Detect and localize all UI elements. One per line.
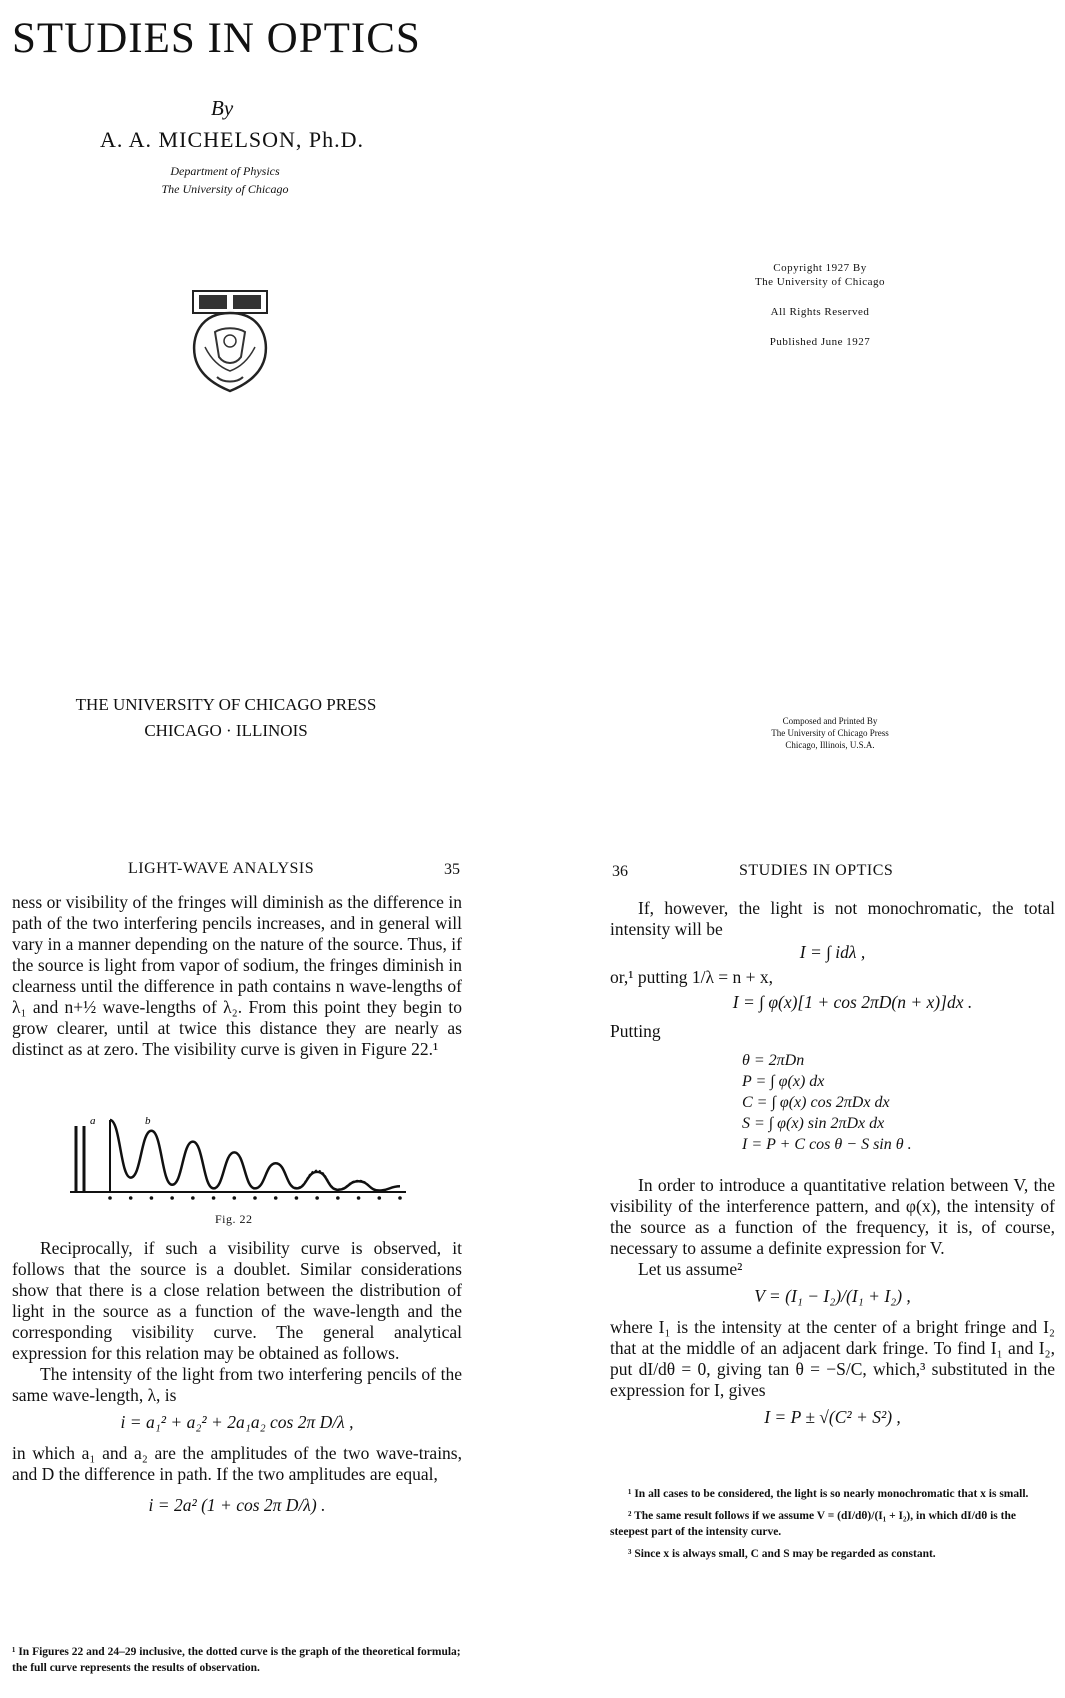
- rights-line: All Rights Reserved: [770, 306, 870, 318]
- x-tick: [357, 1196, 361, 1200]
- page35-body: [12, 1238, 462, 1528]
- page36-eq-4: I = P ± √(C² + S²) ,: [764, 1407, 901, 1427]
- page36-text-4: Let us assume²: [638, 1259, 743, 1279]
- page35-text-4: in which a₁ and a₂ are the amplitudes of the two wave-trains, and D the difference in path. If the two amplitudes are equal,: [12, 1443, 462, 1484]
- page36-text-2: or,¹ putting 1/λ = n + x,: [610, 967, 774, 987]
- page-number-35: 35: [444, 861, 460, 878]
- page35-eq-2: i = 2a² (1 + cos 2π D/λ) .: [148, 1495, 326, 1515]
- page36-eq-1: I = ∫ idλ ,: [799, 942, 866, 962]
- x-tick: [274, 1196, 278, 1200]
- page36-body-top: [610, 898, 1055, 1042]
- page-number-36: 36: [612, 863, 628, 880]
- page36-text-3: In order to introduce a quantitative relation between V, the visibility of the interference pattern, and φ(x), the intensity of the source as a function of the frequency, it is, of course, necessary to assume a definite expression for V.: [610, 1175, 1055, 1258]
- x-tick: [295, 1196, 299, 1200]
- page35-text-1: ness or visibility of the fringes will diminish as the difference in path of the two interfering pencils increases, and in general will vary in a manner depending on the nature of the source. Thus, if the source is light from vapor of sodium, the fringes diminish in clearness until the difference in path contains n wave-lengths of λ₁ and n+½ wave-lengths of λ₂. From this point they begin to grow clearer, until at twice this distance they are nearly as distinct as at zero. The visibility curve is given in Figure 22.¹: [12, 892, 462, 1059]
- eq-p: P = ∫ φ(x) dx: [742, 1073, 825, 1090]
- book-title: STUDIES IN OPTICS: [12, 15, 421, 62]
- annotation-a: a: [90, 1115, 96, 1127]
- x-tick: [253, 1196, 257, 1200]
- running-head-36: STUDIES IN OPTICS: [739, 862, 894, 879]
- page36-putting: Putting: [610, 1021, 661, 1041]
- eq-i: I = P + C cos θ − S sin θ .: [742, 1136, 912, 1153]
- page36-footnote-2: ² The same result follows if we assume V = (dI/dθ)/(I₁ + I₂), in which dI/dθ is the steepest part of the intensity curve.: [610, 1510, 1016, 1538]
- x-tick: [150, 1196, 154, 1200]
- author-name: A. A. MICHELSON, Ph.D.: [100, 127, 365, 152]
- page36-body-bottom: [610, 1175, 1055, 1434]
- page36-eq-3: V = (I₁ − I₂)/(I₁ + I₂) ,: [754, 1286, 911, 1306]
- eq-theta: θ = 2πDn: [742, 1052, 805, 1069]
- department: Department of Physics: [170, 164, 280, 178]
- copyright-line-1: Copyright 1927 By: [773, 262, 867, 274]
- x-tick: [315, 1196, 319, 1200]
- university-crest-icon: [185, 287, 275, 397]
- x-tick: [212, 1196, 216, 1200]
- page36-eq-2: I = ∫ φ(x)[1 + cos 2πD(n + x)]dx .: [732, 992, 973, 1012]
- printed-by-block: [740, 715, 920, 751]
- publisher-block: [56, 692, 396, 744]
- eq-s: S = ∫ φ(x) sin 2πDx dx: [742, 1115, 885, 1132]
- publisher-city: CHICAGO · ILLINOIS: [144, 721, 308, 740]
- page35-text-3: The intensity of the light from two interfering pencils of the same wave-length, λ, is: [12, 1364, 462, 1405]
- copyright-line-2: The University of Chicago: [754, 276, 886, 288]
- page35-eq-1: i = a₁² + a₂² + 2a₁a₂ cos 2π D/λ ,: [120, 1412, 354, 1432]
- copyright-block: [700, 262, 940, 366]
- page36-footnote-1: ¹ In all cases to be considered, the light is so nearly monochromatic that x is small.: [628, 1488, 1029, 1500]
- eq-c: C = ∫ φ(x) cos 2πDx dx: [742, 1094, 890, 1111]
- page36-text-5: where I₁ is the intensity at the center of a bright fringe and I₂ that at the middle of an adjacent dark fringe. To find I₁ and I₂, put dI/dθ = 0, giving tan θ = −S/C, which,³ substituted in the expression for I, gives: [610, 1317, 1055, 1400]
- affiliation: [105, 162, 345, 198]
- university: The University of Chicago: [161, 182, 289, 196]
- visibility-curve-figure: [70, 1112, 410, 1208]
- page36-footnotes: [610, 1486, 1055, 1562]
- page36-text-1: If, however, the light is not monochromatic, the total intensity will be: [610, 898, 1055, 939]
- publisher-name: THE UNIVERSITY OF CHICAGO PRESS: [75, 695, 377, 714]
- page35-text-2: Reciprocally, if such a visibility curve is observed, it follows that the source is a doublet. Similar considerations show that there is a close relation between the distribution of light in the source as a function of the wave-length and the corresponding visibility curve. The general analytical expression for this relation may be obtained as follows.: [12, 1238, 462, 1363]
- x-tick: [377, 1196, 381, 1200]
- page35-footnote: ¹ In Figures 22 and 24–29 inclusive, the dotted curve is the graph of the theoretical formula; the full curve represents the results of observation.: [12, 1646, 461, 1674]
- x-tick: [336, 1196, 340, 1200]
- x-tick: [398, 1196, 402, 1200]
- x-tick: [191, 1196, 195, 1200]
- by-line: By: [211, 96, 234, 120]
- annotation-b: b: [145, 1115, 151, 1127]
- x-tick: [232, 1196, 236, 1200]
- running-head-35: LIGHT-WAVE ANALYSIS: [128, 860, 315, 877]
- page36-equation-block: [742, 1050, 1002, 1155]
- page36-footnote-3: ³ Since x is always small, C and S may be regarded as constant.: [628, 1548, 936, 1560]
- x-tick: [129, 1196, 133, 1200]
- printed-line-3: Chicago, Illinois, U.S.A.: [785, 740, 875, 750]
- published-line: Published June 1927: [769, 336, 871, 348]
- theoretical-curve: [276, 1163, 400, 1190]
- x-tick: [108, 1196, 112, 1200]
- x-tick: [170, 1196, 174, 1200]
- figure-caption: Fig. 22: [215, 1212, 253, 1226]
- printed-line-2: The University of Chicago Press: [771, 728, 889, 738]
- page35-para1: [12, 892, 462, 1060]
- printed-line-1: Composed and Printed By: [782, 716, 878, 726]
